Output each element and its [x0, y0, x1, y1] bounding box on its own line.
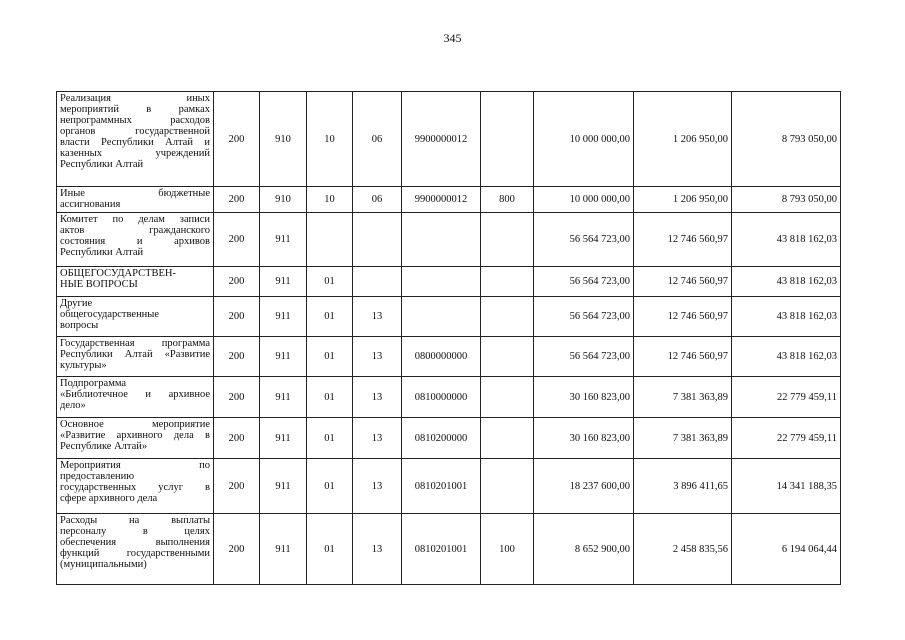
section-code-cell: 200 — [214, 92, 260, 187]
budget-table — [56, 91, 841, 585]
expense-type-cell — [481, 459, 534, 514]
row-name-line: Основное мероприятие — [60, 419, 210, 430]
row-name-line: Комитет по делам записи — [60, 214, 210, 225]
executed-amount-cell: 12 746 560,97 — [634, 297, 732, 337]
approved-amount-cell: 10 000 000,00 — [534, 92, 634, 187]
subsection-code-cell: 13 — [353, 459, 402, 514]
row-name-line: Республики Алтай — [60, 159, 144, 170]
expense-type-cell — [481, 213, 534, 267]
table-row — [57, 337, 841, 377]
expense-type-cell — [481, 418, 534, 459]
section-code-cell: 200 — [214, 459, 260, 514]
row-name-line: «Библиотечное и архивное — [60, 389, 210, 400]
chapter-code-cell: 10 — [307, 92, 353, 187]
subsection-code-cell — [353, 213, 402, 267]
row-name-line: Иные бюджетные — [60, 188, 210, 199]
row-name-line: Мероприятия по — [60, 460, 210, 471]
row-name-line: «Развитие архивного дела в — [60, 430, 210, 441]
approved-amount-cell: 30 160 823,00 — [534, 377, 634, 418]
row-name-line: предоставлению — [60, 471, 135, 482]
chapter-code-cell: 01 — [307, 267, 353, 297]
table-row — [57, 377, 841, 418]
row-name-line: власти Республики Алтай и — [60, 137, 210, 148]
ministry-code-cell: 911 — [260, 459, 307, 514]
section-code-cell: 200 — [214, 377, 260, 418]
row-name-line: Реализация иных — [60, 93, 210, 104]
executed-amount-cell: 12 746 560,97 — [634, 267, 732, 297]
row-name-line: ассигнования — [60, 199, 121, 210]
target-article-cell: 0800000000 — [402, 337, 481, 377]
row-name-cell — [57, 514, 214, 585]
row-name-line: культуры» — [60, 360, 107, 371]
row-name-cell — [57, 377, 214, 418]
row-name-line: вопросы — [60, 320, 99, 331]
target-article-cell: 0810201001 — [402, 459, 481, 514]
row-name-line: Республики Алтай «Развитие — [60, 349, 210, 360]
table-row — [57, 213, 841, 267]
table-row — [57, 514, 841, 585]
ministry-code-cell: 911 — [260, 514, 307, 585]
row-name-line: казенных учреждений — [60, 148, 210, 159]
table-row — [57, 267, 841, 297]
row-name-cell — [57, 187, 214, 213]
section-code-cell: 200 — [214, 187, 260, 213]
approved-amount-cell: 8 652 900,00 — [534, 514, 634, 585]
chapter-code-cell: 01 — [307, 418, 353, 459]
page-number: 345 — [443, 31, 462, 45]
expense-type-cell: 100 — [481, 514, 534, 585]
executed-amount-cell: 1 206 950,00 — [634, 92, 732, 187]
ministry-code-cell: 911 — [260, 337, 307, 377]
remaining-amount-cell: 8 793 050,00 — [732, 187, 841, 213]
expense-type-cell — [481, 92, 534, 187]
row-name-cell — [57, 213, 214, 267]
table-row — [57, 187, 841, 213]
chapter-code-cell: 01 — [307, 297, 353, 337]
approved-amount-cell: 56 564 723,00 — [534, 213, 634, 267]
section-code-cell: 200 — [214, 267, 260, 297]
row-name-cell — [57, 267, 214, 297]
subsection-code-cell: 13 — [353, 418, 402, 459]
subsection-code-cell: 06 — [353, 92, 402, 187]
section-code-cell: 200 — [214, 337, 260, 377]
row-name-cell — [57, 92, 214, 187]
row-name-line: ОБЩЕГОСУДАРСТВЕН- — [60, 268, 177, 279]
target-article-cell — [402, 213, 481, 267]
row-name-line: Расходы на выплаты — [60, 515, 210, 526]
subsection-code-cell: 06 — [353, 187, 402, 213]
row-name-line: Подпрограмма — [60, 378, 127, 389]
row-name-line: мероприятий в рамках — [60, 104, 210, 115]
target-article-cell: 0810000000 — [402, 377, 481, 418]
row-name-cell — [57, 337, 214, 377]
row-name-line: актов гражданского — [60, 225, 210, 236]
ministry-code-cell: 911 — [260, 418, 307, 459]
remaining-amount-cell: 22 779 459,11 — [732, 418, 841, 459]
ministry-code-cell: 911 — [260, 297, 307, 337]
row-name-cell — [57, 418, 214, 459]
executed-amount-cell: 2 458 835,56 — [634, 514, 732, 585]
row-name-line: непрограммных расходов — [60, 115, 210, 126]
remaining-amount-cell: 43 818 162,03 — [732, 297, 841, 337]
target-article-cell: 0810201001 — [402, 514, 481, 585]
remaining-amount-cell: 14 341 188,35 — [732, 459, 841, 514]
expense-type-cell — [481, 267, 534, 297]
remaining-amount-cell: 43 818 162,03 — [732, 267, 841, 297]
subsection-code-cell: 13 — [353, 297, 402, 337]
row-name-line: общегосударственные — [60, 309, 160, 320]
section-code-cell: 200 — [214, 418, 260, 459]
remaining-amount-cell: 43 818 162,03 — [732, 337, 841, 377]
remaining-amount-cell: 8 793 050,00 — [732, 92, 841, 187]
executed-amount-cell: 12 746 560,97 — [634, 213, 732, 267]
ministry-code-cell: 910 — [260, 187, 307, 213]
executed-amount-cell: 1 206 950,00 — [634, 187, 732, 213]
row-name-line: НЫЕ ВОПРОСЫ — [60, 279, 138, 290]
executed-amount-cell: 7 381 363,89 — [634, 377, 732, 418]
remaining-amount-cell: 22 779 459,11 — [732, 377, 841, 418]
approved-amount-cell: 56 564 723,00 — [534, 297, 634, 337]
row-name-line: государственных услуг в — [60, 482, 210, 493]
row-name-line: функций государственными — [60, 548, 210, 559]
row-name-line: персоналу в целях — [60, 526, 210, 537]
table-row — [57, 297, 841, 337]
executed-amount-cell: 3 896 411,65 — [634, 459, 732, 514]
chapter-code-cell: 01 — [307, 377, 353, 418]
ministry-code-cell: 911 — [260, 213, 307, 267]
ministry-code-cell: 911 — [260, 377, 307, 418]
section-code-cell: 200 — [214, 297, 260, 337]
row-name-line: органов государственной — [60, 126, 210, 137]
row-name-line: дело» — [60, 400, 86, 411]
remaining-amount-cell: 43 818 162,03 — [732, 213, 841, 267]
row-name-line: Государственная программа — [60, 338, 210, 349]
subsection-code-cell: 13 — [353, 377, 402, 418]
chapter-code-cell — [307, 213, 353, 267]
row-name-line: Республики Алтай — [60, 247, 144, 258]
row-name-line: состояния и архивов — [60, 236, 210, 247]
target-article-cell: 9900000012 — [402, 92, 481, 187]
executed-amount-cell: 12 746 560,97 — [634, 337, 732, 377]
row-name-line: Другие — [60, 298, 93, 309]
expense-type-cell — [481, 377, 534, 418]
approved-amount-cell: 56 564 723,00 — [534, 267, 634, 297]
chapter-code-cell: 01 — [307, 514, 353, 585]
section-code-cell: 200 — [214, 514, 260, 585]
section-code-cell: 200 — [214, 213, 260, 267]
row-name-line: обеспечения выполнения — [60, 537, 210, 548]
target-article-cell — [402, 267, 481, 297]
table-row — [57, 459, 841, 514]
target-article-cell: 0810200000 — [402, 418, 481, 459]
row-name-cell — [57, 459, 214, 514]
subsection-code-cell — [353, 267, 402, 297]
row-name-line: Республике Алтай» — [60, 441, 148, 452]
approved-amount-cell: 10 000 000,00 — [534, 187, 634, 213]
chapter-code-cell: 10 — [307, 187, 353, 213]
row-name-line: сфере архивного дела — [60, 493, 158, 504]
chapter-code-cell: 01 — [307, 337, 353, 377]
target-article-cell: 9900000012 — [402, 187, 481, 213]
expense-type-cell — [481, 297, 534, 337]
expense-type-cell: 800 — [481, 187, 534, 213]
table-row — [57, 92, 841, 187]
subsection-code-cell: 13 — [353, 337, 402, 377]
approved-amount-cell: 56 564 723,00 — [534, 337, 634, 377]
target-article-cell — [402, 297, 481, 337]
table-row — [57, 418, 841, 459]
remaining-amount-cell: 6 194 064,44 — [732, 514, 841, 585]
executed-amount-cell: 7 381 363,89 — [634, 418, 732, 459]
approved-amount-cell: 30 160 823,00 — [534, 418, 634, 459]
expense-type-cell — [481, 337, 534, 377]
chapter-code-cell: 01 — [307, 459, 353, 514]
approved-amount-cell: 18 237 600,00 — [534, 459, 634, 514]
ministry-code-cell: 910 — [260, 92, 307, 187]
row-name-cell — [57, 297, 214, 337]
ministry-code-cell: 911 — [260, 267, 307, 297]
row-name-line: (муниципальными) — [60, 559, 147, 570]
subsection-code-cell: 13 — [353, 514, 402, 585]
